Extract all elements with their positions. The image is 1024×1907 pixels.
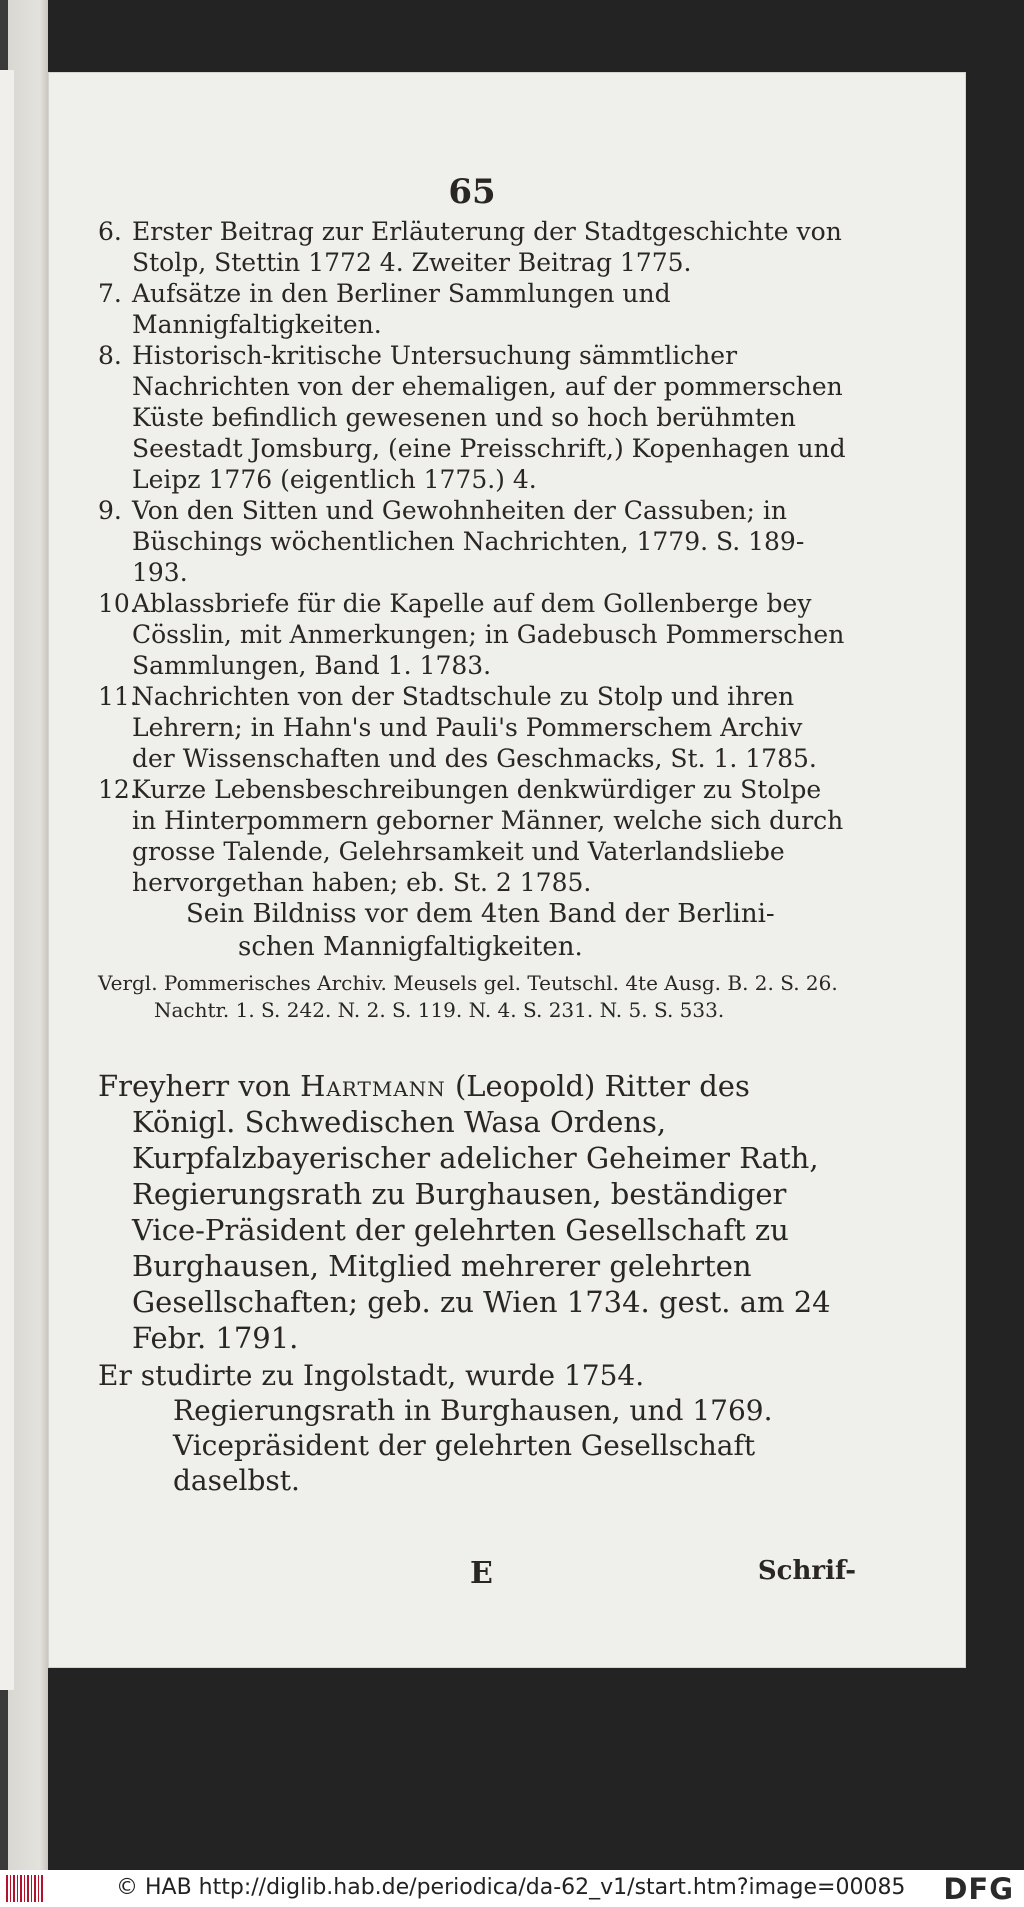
biography-text: (Leopold) Ritter des Königl. Schwedischen Wasa Ordens, Kurpfalzbayerischer adelicher Geheimer Rath, Regierungsrath zu Burghausen, beständiger Vice-Präsident der gelehrten Gesellschaft zu Burghausen, Mitglied mehrerer gelehrten Gesellschaften; geb. zu Wien 1734. gest. am 24 Febr. 1791. <box>132 1069 831 1355</box>
entry-number: 9. <box>98 496 122 525</box>
biography-heading <box>98 1068 846 1356</box>
book-edge <box>0 0 48 1870</box>
entry-number: 11. <box>98 682 138 711</box>
viewer-footer <box>0 1870 1024 1907</box>
list-item <box>98 588 846 681</box>
page-edge <box>0 70 14 1690</box>
list-item <box>98 278 846 340</box>
page-content <box>98 172 856 1591</box>
entry-text: Historisch-kritische Untersuchung sämmtlicher Nachrichten von der ehemaligen, auf der pommerschen Küste befindlich gewesenen und so hoch berühmten Seestadt Jomsburg, (eine Preisschrift,) Kopenhagen und Leipz 1776 (eigentlich 1775.) 4. <box>132 341 846 494</box>
list-item <box>98 774 846 898</box>
entry-text: Von den Sitten und Gewohnheiten der Cassuben; in Büschings wöchentlichen Nachrichten, 1779. S. 189-193. <box>132 496 805 587</box>
list-item <box>98 340 846 495</box>
bibliography-list <box>98 216 846 898</box>
entry-number: 8. <box>98 341 122 370</box>
list-item <box>98 216 846 278</box>
references: Vergl. Pommerisches Archiv. Meusels gel. Teutschl. 4te Ausg. B. 2. S. 26. Nachtr. 1. S. 242. N. 2. S. 119. N. 4. S. 231. N. 5. S. 533. <box>98 971 838 1022</box>
entry-text: Kurze Lebensbeschreibungen denkwürdiger zu Stolpe in Hinterpommern geborner Männer, welche sich durch grosse Talende, Gelehrsamkeit und Vaterlandsliebe hervorgethan haben; eb. St. 2 1785. <box>132 775 844 897</box>
biography-study: Er studirte zu Ingolstadt, wurde 1754. Regierungsrath in Burghausen, und 1769. Vicepräsident der gelehrten Gesellschaft daselbst. <box>98 1359 773 1497</box>
signature-mark: E <box>470 1556 493 1591</box>
list-item <box>98 681 846 774</box>
entry-text: Ablassbriefe für die Kapelle auf dem Gollenberge bey Cösslin, mit Anmerkungen; in Gadebusch Pommerschen Sammlungen, Band 1. 1783. <box>132 589 845 680</box>
portrait-note <box>98 898 846 964</box>
list-item <box>98 495 846 588</box>
copyright-link[interactable]: © HAB http://diglib.hab.de/periodica/da-62_v1/start.htm?image=00085 <box>116 1875 906 1900</box>
entry-text: Nachrichten von der Stadtschule zu Stolp und ihren Lehrern; in Hahn's und Pauli's Pommerschem Archiv der Wissenschaften und des Geschmacks, St. 1. 1785. <box>132 682 817 773</box>
portrait-note-line1: Sein Bildniss vor dem 4ten Band der Berlini- <box>186 899 775 929</box>
biography-name: Hartmann <box>300 1069 446 1103</box>
portrait-note-line2: schen Mannigfaltigkeiten. <box>238 932 583 962</box>
barcode-icon <box>6 1875 44 1902</box>
entry-number: 12. <box>98 775 138 804</box>
catchword: Schrif- <box>757 1556 856 1586</box>
entry-text: Erster Beitrag zur Erläuterung der Stadtgeschichte von Stolp, Stettin 1772 4. Zweiter Beitrag 1775. <box>132 217 842 277</box>
entry-number: 7. <box>98 279 122 308</box>
entry-number: 10. <box>98 589 138 618</box>
entry-number: 6. <box>98 217 122 246</box>
page-number: 65 <box>448 172 496 212</box>
entry-text: Aufsätze in den Berliner Sammlungen und Mannigfaltigkeiten. <box>132 279 671 339</box>
book-page <box>48 72 966 1668</box>
biography-prefix: Freyherr von <box>98 1069 301 1103</box>
dfg-logo: DFG <box>943 1872 1014 1906</box>
page-footer <box>98 1556 856 1596</box>
